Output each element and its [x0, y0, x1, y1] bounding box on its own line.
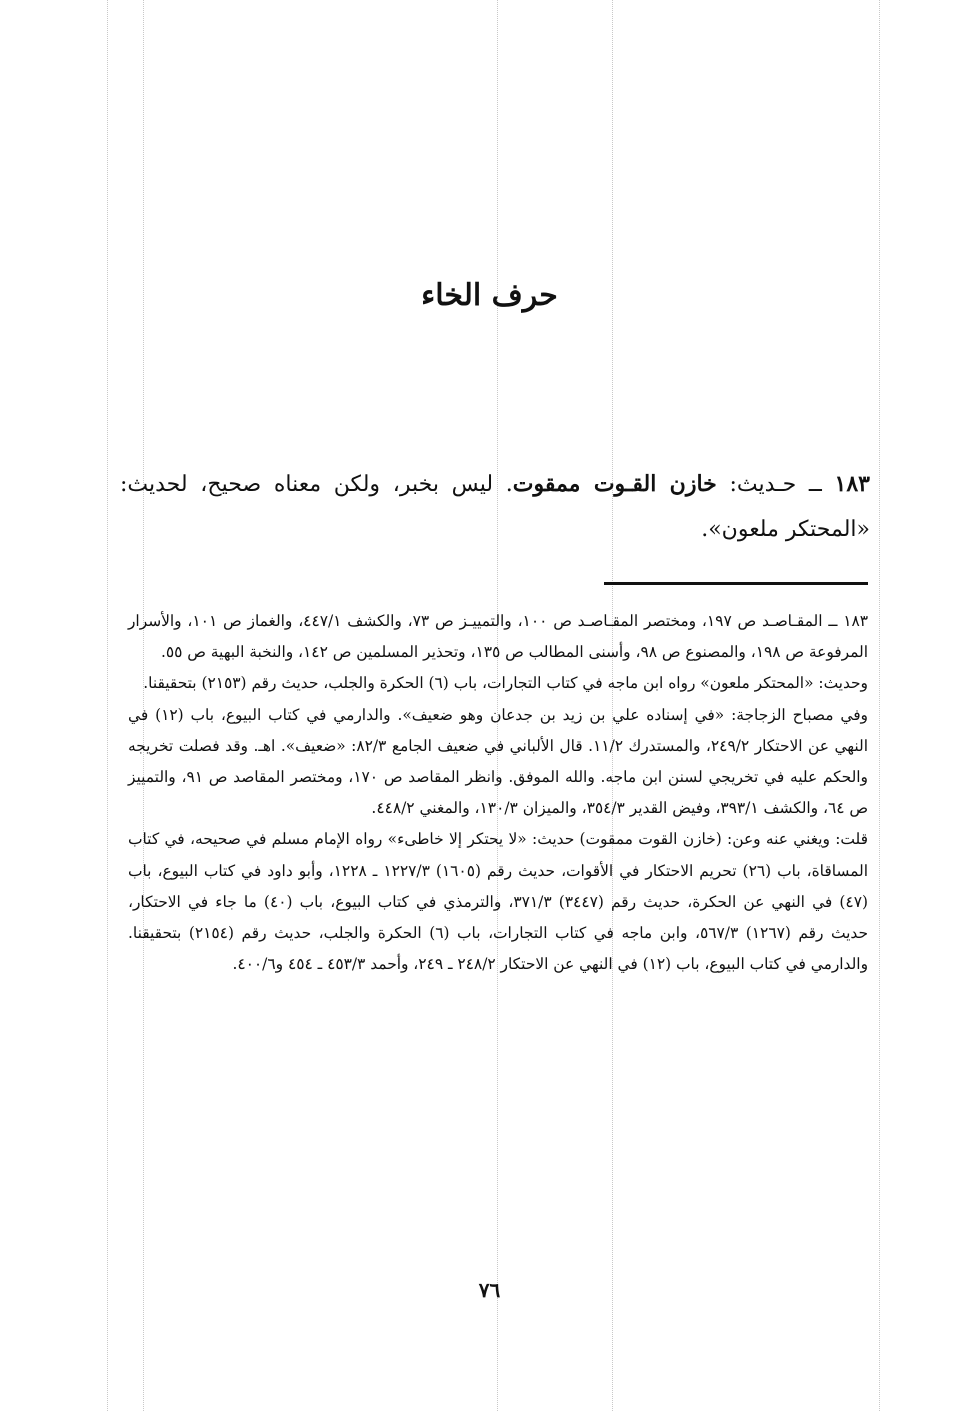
entry-dash: ــ — [796, 472, 835, 497]
entry-label: حـديث: — [716, 472, 797, 497]
footnote-paragraph: قلت: ويغني عنه وعن: (خازن القوت ممقوت) حديث: «لا يحتكر إلا خاطىء» رواه الإمام مسلم في صحيحه، في كتاب المساقاة، باب (٢٦) تحريم الاحتكار في الأقوات، حديث رقم (١٦٠٥) ١٢٢٧/٣ ـ ١٢٢٨، وأبو داود في كتاب البيوع، باب (٤٧) في النهي عن الحكرة، حديث رقم (٣٤٤٧) ٣٧١/٣، والترمذي في كتاب البيوع، باب (٤٠) ما جاء في الاحتكار، حديث رقم (١٢٦٧) ٥٦٧/٣، وابن ماجه في كتاب التجارات، باب (٦) الحكرة والجلب، حديث رقم (٢١٥٤) بتحقيقنا. والدارمي في كتاب البيوع، باب (١٢) في النهي عن الاحتكار ٢٤٨/٢ ـ ٢٤٩، وأحمد ٤٥٣/٣ ـ ٤٥٤ و٤٠٠/٦. — [128, 830, 868, 974]
footnote-paragraph: ١٨٣ ــ المقـاصـد ص ١٩٧، ومختصر المقـاصـد ص ١٠٠، والتمييـز ص ٧٣، والكشف ٤٤٧/١، والغماز ص ١٠١، والأسرار المرفوعة ص ١٩٨، والمصنوع ص ٩٨، وأسنى المطالب ص ١٣٥، وتحذير المسلمين ص ١٤٢، والنخبة البهية ص ٥٥. — [128, 612, 869, 662]
main-entry — [120, 462, 870, 552]
scan-guide-line — [107, 0, 108, 1411]
footnote-paragraph: وحديث: «المحتكر ملعون» رواه ابن ماجه في كتاب التجارات، باب (٦) الحكرة والجلب، حديث رقم (٢١٥٣) بتحقيقنا. — [143, 674, 868, 693]
entry-number: ١٨٣ — [834, 471, 870, 497]
entry-hadith-text: خازن القـوت ممقوت — [512, 471, 717, 497]
footnote-separator — [604, 582, 868, 585]
footnotes — [128, 606, 868, 980]
footnote-paragraph: وفي مصباح الزجاجة: «في إسناده علي بن زيد بن جدعان وهو ضعيف». والدارمي في كتاب البيوع، باب (١٢) في النهي عن الاحتكار ٢٤٩/٢، والمستدرك ١١/٢. قال الألباني في ضعيف الجامع ٨٢/٣: «ضعيف». اهـ. وقد فصلت تخريجه والحكم عليه في تخريجي لسنن ابن ماجه. والله الموفق. وانظر المقاصد ص ١٧٠، ومختصر المقاصد ص ٩١، والتمييز ص ٦٤، والكشف ٣٩٣/١، وفيض القدير ٣٥٤/٣، والميزان ١٣٠/٣، والمغني ٤٤٨/٢. — [128, 705, 868, 818]
scan-guide-line — [879, 0, 880, 1411]
entry-ruling: . ليس بخبر، ولكن معناه صحيح، لحديث: «المحتكر ملعون». — [120, 472, 870, 542]
page-number: ٧٦ — [478, 1278, 501, 1302]
chapter-title: حرف الخاء — [421, 278, 558, 313]
